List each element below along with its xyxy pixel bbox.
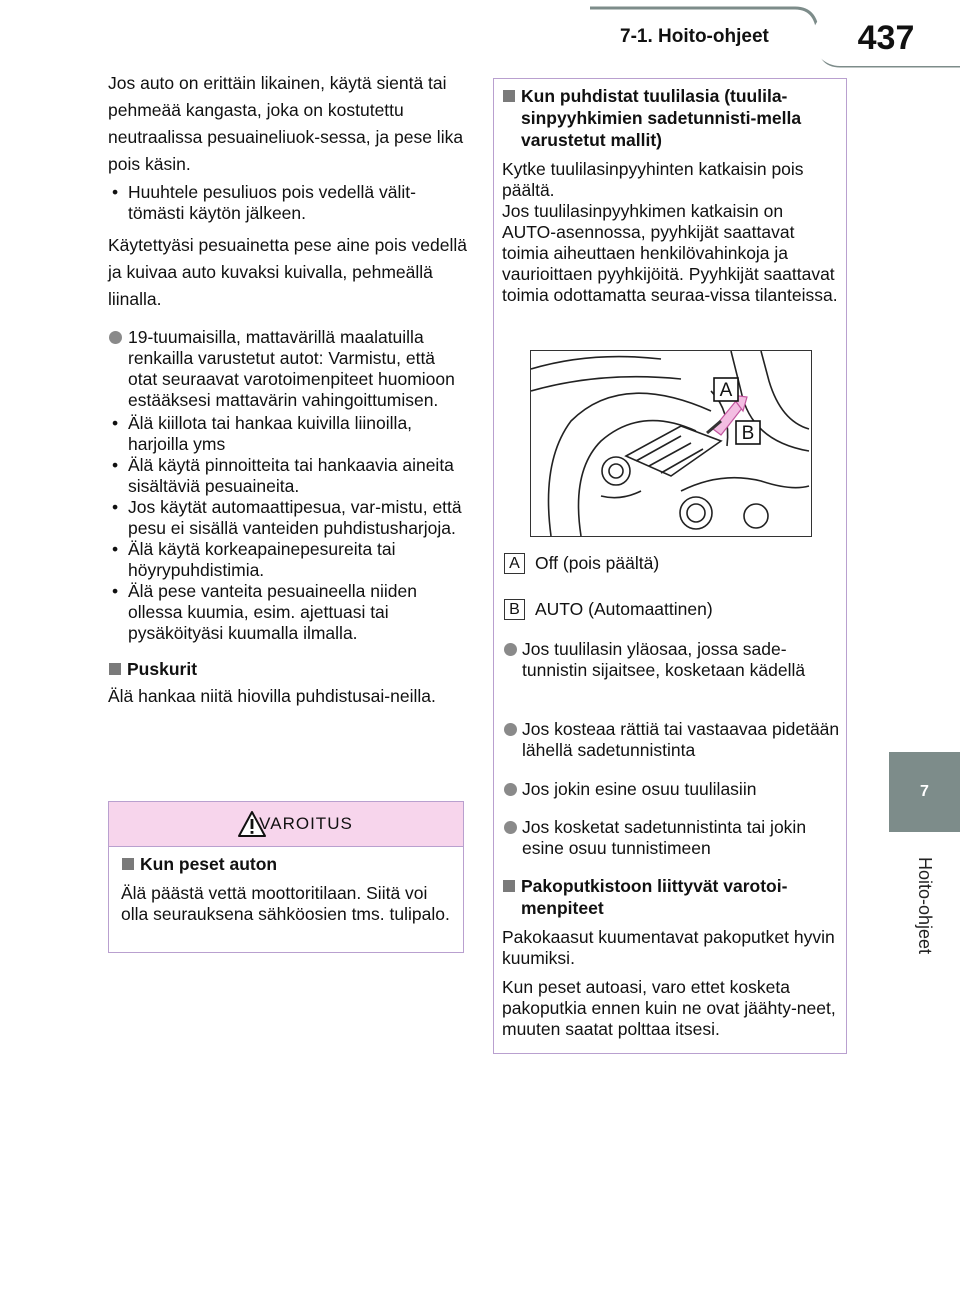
windshield-text-2: Jos tuulilasinpyyhkimen katkaisin on AUTO-asennossa, pyyhkijät saattavat toimia aiheuttaen henkilövahinkoja ja vaurioittaen pyyhkijöitä. Pyyhkijät saattavat toimia odottamatta seuraa-vissa tilanteissa.: [502, 201, 838, 305]
list-item: • Älä pese vanteita pesuaineella niiden ollessa kuumia, esim. ajettuasi tai pysäköityäsi kuumalla ilmalla.: [108, 581, 468, 644]
exhaust-section: [502, 875, 838, 1040]
circle-bullet-icon: [504, 783, 517, 796]
warning-text: Älä päästä vettä moottoritilaan. Siitä voi olla seurauksena sähköosien tms. tulipalo.: [121, 883, 450, 924]
square-bullet-icon: [503, 880, 515, 892]
circle-bullet-icon: [504, 643, 517, 656]
callout-b: B: [741, 423, 755, 444]
windshield-box: [493, 78, 847, 1054]
legend-b-text: AUTO (Automaattinen): [535, 599, 713, 619]
legend-a-text: Off (pois päältä): [535, 553, 660, 573]
warning-body: [109, 847, 463, 925]
circle-bullet-icon: [109, 331, 122, 344]
square-bullet-icon: [503, 90, 515, 102]
wheels-note: [108, 327, 468, 411]
warning-title: VAROITUS: [259, 814, 353, 833]
tag-a: A: [504, 553, 525, 574]
list-item-text: Jos tuulilasin yläosaa, jossa sade-tunnistin sijaitsee, kosketaan kädellä: [522, 639, 806, 680]
exhaust-heading-text: Pakoputkistoon liittyvät varotoi-menpiteet: [521, 876, 788, 918]
exhaust-text-2: Kun peset autoasi, varo ettet kosketa pakoputkia ennen kuin ne ovat jäähty-neet, muuten saatat polttaa itsesi.: [502, 977, 836, 1039]
windshield-text-1: Kytke tuulilasinpyyhinten katkaisin pois päältä.: [502, 159, 804, 200]
list-item: • Älä käytä korkeapainepesureita tai höyrypuhdistimia.: [108, 539, 468, 581]
bumpers-heading-text: Puskurit: [127, 659, 198, 679]
tag-b: B: [504, 599, 525, 620]
list-item: [504, 779, 848, 800]
windshield-heading-text: Kun puhdistat tuulilasia (tuulila-sinpyyhkimien sadetunnisti-mella varustetut mallit): [521, 86, 802, 150]
list-item-text: Jos kosteaa rättiä tai vastaavaa pidetään lähellä sadetunnistinta: [522, 719, 840, 760]
list-item-text: Jos jokin esine osuu tuulilasiin: [522, 779, 757, 799]
warning-box: [108, 801, 464, 953]
page-header: [590, 0, 960, 72]
list-item: • Älä käytä pinnoitteita tai hankaavia aineita sisältäviä pesuaineita.: [108, 455, 468, 497]
rinse-list: [108, 182, 468, 224]
warning-heading-text: Kun peset auton: [140, 854, 278, 874]
windshield-heading: [502, 85, 838, 151]
page-number: 437: [812, 10, 960, 66]
warning-heading: [121, 853, 453, 875]
circle-bullet-icon: [504, 723, 517, 736]
wiper-switch-illustration: [530, 350, 812, 537]
list-item: [504, 639, 848, 681]
list-item-text: Jos kosketat sadetunnistinta tai jokin esine osuu tunnistimeen: [522, 817, 807, 858]
callout-a: A: [719, 380, 733, 401]
chapter-label-text: Hoito-ohjeet: [915, 856, 936, 954]
bumpers-text: Älä hankaa niitä hiovilla puhdistusai-neilla.: [108, 686, 436, 706]
exhaust-heading: [502, 875, 838, 919]
square-bullet-icon: [122, 858, 134, 870]
list-item: [504, 817, 848, 859]
wheel-bullets: [108, 413, 468, 644]
bumpers-heading: [108, 658, 468, 680]
exhaust-text-1: Pakokaasut kuumentavat pakoputket hyvin kuumiksi.: [502, 927, 835, 968]
list-item: [504, 719, 848, 761]
intro-paragraph: Jos auto on erittäin likainen, käytä sientä tai pehmeää kangasta, joka on kostutettu neutraalissa pesuaineliuok-sessa, ja pese lika pois käsin.: [108, 73, 464, 174]
wheels-note-text: 19-tuumaisilla, mattavärillä maalatuilla renkailla varustetut autot: Varmistu, että otat seuraavat varotoimenpiteet huomioon estääksesi mattavärin vahingoittumisen.: [128, 327, 455, 410]
windshield-content: [502, 85, 838, 306]
section-title: 7-1. Hoito-ohjeet: [620, 26, 769, 47]
left-column: [108, 70, 468, 711]
circle-bullet-icon: [504, 821, 517, 834]
warning-header: [109, 802, 463, 847]
square-bullet-icon: [109, 663, 121, 675]
rinse-bullet: • Huuhtele pesuliuos pois vedellä välit-tömästi käytön jälkeen.: [108, 182, 468, 224]
after-paragraph: Käytettyäsi pesuainetta pese aine pois vedellä ja kuivaa auto kuvaksi kuivalla, pehmeällä liinalla.: [108, 235, 467, 309]
list-item: • Jos käytät automaattipesua, var-mistu, että pesu ei sisällä vanteiden puhdistusharjoja.: [108, 497, 468, 539]
steering-column-drawing: [531, 351, 811, 536]
legend-a: [504, 553, 659, 574]
chapter-label: [890, 845, 960, 965]
warning-triangle-icon: [237, 810, 267, 838]
legend-b: [504, 599, 713, 620]
chapter-tab: 7: [889, 752, 960, 832]
list-item: • Älä kiillota tai hankaa kuivilla liinoilla, harjoilla yms: [108, 413, 468, 455]
